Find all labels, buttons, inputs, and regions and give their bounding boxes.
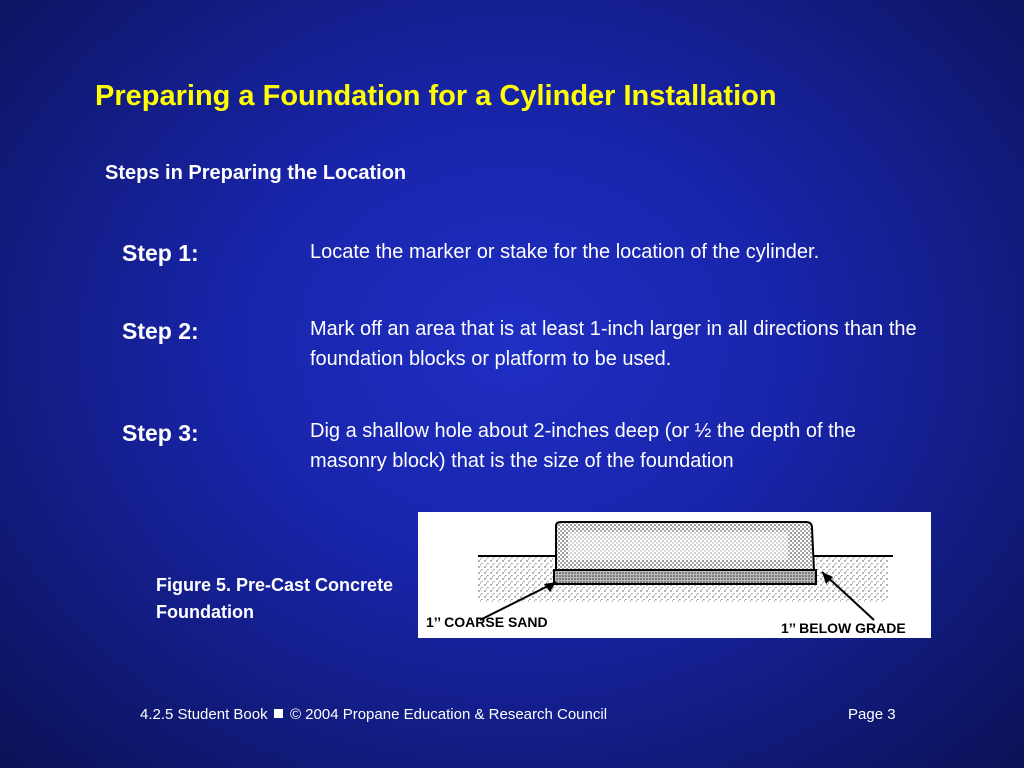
below-grade-label: 1’’ BELOW GRADE (781, 620, 906, 636)
slide-subtitle: Steps in Preparing the Location (105, 162, 407, 184)
step-2-label: Step 2: (122, 318, 199, 344)
footer-source (140, 706, 607, 723)
foundation-figure (418, 512, 931, 638)
footer-page-number: Page 3 (848, 706, 896, 723)
step-1-label: Step 1: (122, 240, 199, 266)
step-2-text: Mark off an area that is at least 1-inch larger in all directions than the foundation blocks or platform to be used. (310, 318, 917, 370)
footer-book: 4.2.5 Student Book (140, 706, 268, 723)
step-3-text: Dig a shallow hole about 2-inches deep (or ½ the depth of the masonry block) that is the size of the foundation (310, 420, 856, 472)
square-bullet-icon (274, 709, 283, 718)
step-3-label: Step 3: (122, 420, 199, 446)
figure-caption: Figure 5. Pre-Cast Concrete Foundation (156, 575, 394, 622)
foundation-illustration (418, 512, 931, 638)
slide-title: Preparing a Foundation for a Cylinder Installation (95, 80, 777, 112)
step-1-text: Locate the marker or stake for the location of the cylinder. (310, 241, 820, 263)
coarse-sand-label: 1’’ COARSE SAND (426, 614, 548, 630)
coarse-sand-layer (554, 570, 816, 584)
footer-copyright: © 2004 Propane Education & Research Council (289, 706, 608, 723)
